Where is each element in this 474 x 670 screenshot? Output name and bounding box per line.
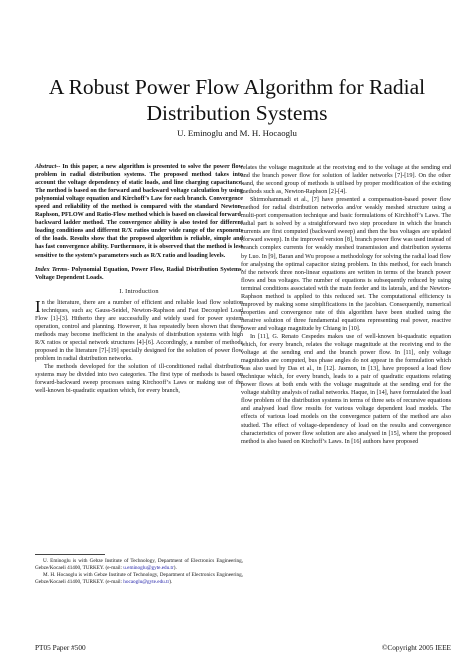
footer-copyright: ©Copyright 2005 IEEE xyxy=(381,643,451,652)
right-column xyxy=(241,164,451,446)
intro-paragraph-1: In the literature, there are a number of efficient and reliable load flow solution techniques, such as; Gauss-Seidel, Newton-Raphson and Fast Decoupled Load Flow [1]-[3]. Hitherto they are successfully and widely used for power system operation, control and planning. However, it has repeatedly been shown that these methods may become inefficient in the analysis of distribution systems with high R/X ratios or special network structures [4]-[6]. Accordingly, a number of methods proposed in the literature [7]-[19] specially designed for the solution of power flow problem in radial distribution networks. xyxy=(35,296,243,363)
footnote-1-email-label: (e-mail: xyxy=(105,564,124,571)
footnote-2-text: M. H. Hocaoglu is with Gebze Institute of Technology, Department of Electronics Engineering, Gebze/Kocaeli 41400, TURKEY. xyxy=(35,571,243,585)
index-terms-text: - Polynomial Equation, Power Flow, Radial Distribution Systems, Voltage Dependent Loads. xyxy=(35,266,243,281)
abstract-dash: -- xyxy=(56,164,63,170)
paper-title-line-2: Distribution Systems xyxy=(146,101,328,125)
footnote-1 xyxy=(35,558,243,572)
right-paragraph-1: relates the voltage magnitude at the receiving end to the voltage at the sending end and the branch power flow for solution of ladder networks [7]-[19]. On the other hand, the second group of methods is utilised by proper modification of the existing methods such as, Newton-Raphson [2]-[4]. xyxy=(241,165,451,196)
paper-title xyxy=(40,74,434,126)
footnote-1-text: U. Eminoglu is with Gebze Institute of Technology, Department of Electronics Engineering, Gebze/Kocaeli 41400, TURKEY. xyxy=(35,558,243,571)
footnote-2-email-label: (e-mail: xyxy=(105,578,124,585)
index-terms xyxy=(35,266,243,282)
index-terms-label: Index Terms xyxy=(35,266,68,273)
paper-authors: U. Eminoglu and M. H. Hocaoglu xyxy=(177,128,297,138)
left-column xyxy=(35,163,243,395)
footer-paper-id: PT05 Paper #500 xyxy=(35,643,86,652)
right-paragraph-2: Shirmohammadi et al., [7] have presented a compensation-based power flow method for radial distribution networks and/or weakly meshed structure using a multi-port compensation technique and basic formulations of Kirchhoff’s Laws. The radial part is solved by a straightforward two step procedure in which the branch currents are first computed (backward sweep) and then the bus voltages are updated (forward sweep). In the improved version [8], branch power flow was used instead of branch complex currents for weakly meshed transmission and distribution systems by Luo. In [9], Baran and Wu propose a methodology for solving the radial load flow for analysing the optimal capacitor sizing problem. In this method, for each branch of the network three non-linear equations are written in terms of the branch power flows and bus voltages. The number of equations is subsequently reduced by using terminal conditions associated with the main feeder and its laterals, and the Newton-Raphson method is applied to this reduced set. The computational efficiency is improved by making some simplifications in the jacobian. Consequently, numerical properties and convergence rate of this algorithm have been studied using the iterative solution of three fundamental equations representing real power, reactive power and voltage magnitude by Chiang in [10]. xyxy=(241,197,451,332)
footnote-2-email-link[interactable]: hocaoglu@gyte.edu.tr xyxy=(123,578,170,585)
abstract xyxy=(35,163,243,260)
footnotes xyxy=(35,558,243,586)
footnote-divider xyxy=(35,554,105,555)
footnote-1-email-link[interactable]: u.eminoglu@gyte.edu.tr xyxy=(123,564,174,571)
footnote-2 xyxy=(35,572,243,586)
intro-paragraph-2: The methods developed for the solution of ill-conditioned radial distribution systems may be divided into two categories. The first type of methods is based on forward-backward sweep processes using Kirchooff’s Laws or making use of the well-known bi-quadratic equation which, for every branch, xyxy=(35,364,243,395)
section-heading-introduction: I. Introduction xyxy=(119,287,159,295)
paper-title-line-1: A Robust Power Flow Algorithm for Radial xyxy=(48,75,426,99)
footnote-2-email-end: ). xyxy=(169,578,173,585)
footnote-1-email-end: ). xyxy=(173,564,177,571)
right-paragraph-3: In [11], G. Renato Cespedes makes use of well-known bi-quadratic equation which, for every branch, relates the voltage magnitude at the receiving end to the voltage at the sending end and the branch power flow. In [11], only voltage magnitudes are computed, bus phase angles do not appear in the formulation which was also used by Das et al., in [12]. Jasmon, in [13], have proposed a load flow technique which, for every branch, leads to a pair of quadratic equations relating power flows at both ends with the voltage magnitude at the sending end for the voltage stability analysis of radial networks. Haque, in [14], have formulated the load flow problem of the distribution systems in terms of three sets of recursive equations and analysed load flow results for various voltage dependent load models. The effects of various load models on the convergence pattern of the method are also studied. The effect of voltage-dependency of load on the results and convergence characteristics of power flow solution are also analysed in [15], where the proposed method is also based on Kirchoff’s Laws. In [16] authors have proposed xyxy=(241,333,451,445)
abstract-text: In this paper, a new algorithm is presented to solve the power flow problem in radial distribution systems. The proposed method takes into account the voltage dependency of static loads, and line charging capacitance. The method is based on the forward and backward voltage calculation by using polynomial voltage equation and Kirchoff’s Law for each branch. Convergence speed and reliability of the method is compared with the standard Newton-Raphson, PFLOW and Ratio-Flow method which is based on classical forward-backward ladder method. The convergence ability is also tested for different loading conditions and different R/X ratios under wide range of the exponents of the loads. Results show that the proposed algorithm is reliable, simple and has fast convergence ability. Furthermore, it is observed that the method is less sensitive to the system’s parameters such as R/X ratio and loading levels. xyxy=(35,164,243,259)
abstract-label: Abstract xyxy=(35,164,57,170)
